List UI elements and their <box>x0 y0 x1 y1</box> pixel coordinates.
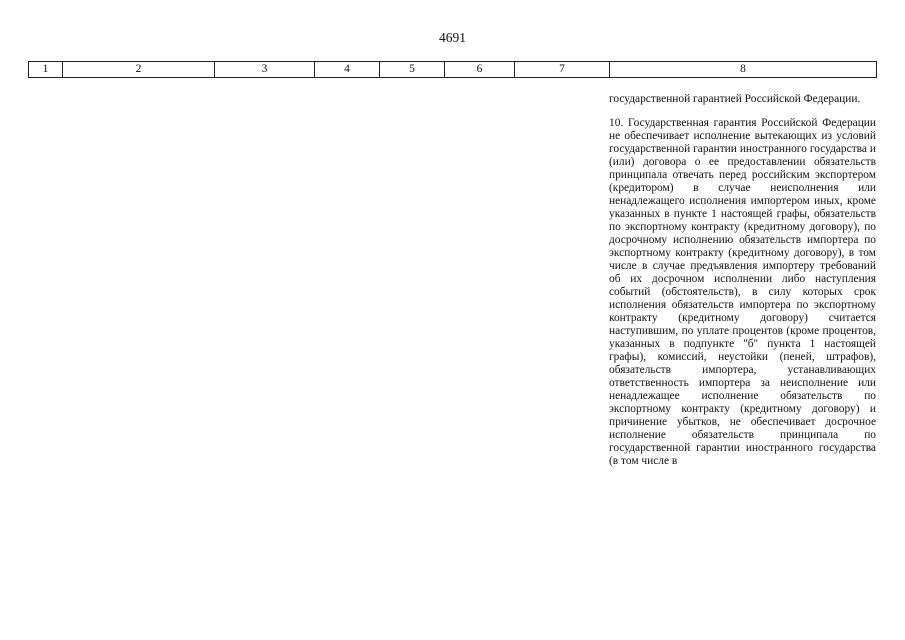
column-number-cell: 5 <box>380 62 445 78</box>
column-number-cell: 2 <box>63 62 215 78</box>
column-number-cell: 1 <box>29 62 63 78</box>
column-number-cell: 4 <box>315 62 380 78</box>
header-row <box>29 62 877 78</box>
column-number-cell: 7 <box>515 62 610 78</box>
paragraph-continuation: государственной гарантией Российской Федерации. <box>609 93 861 105</box>
column-number-cell: 6 <box>445 62 515 78</box>
column-8-text <box>609 93 876 468</box>
paragraph-10: 10. Государственная гарантия Российской Федерации не обеспечивает исполнение вытекающих из условий государственной гарантии иностранного государства и (или) договора о ее предоставлении обязательств принципала отвечать перед российским экспортером (кредитором) в случае неисполнения или ненадлежащего исполнения импортером иных, кроме указанных в пункте 1 настоящей графы, обязательств по экспортному контракту (кредитному договору), по досрочному исполнению обязательств импортера по экспортному контракту (кредитному договору), в том числе в случае предъявления импортеру требований об их досрочном исполнении либо наступления событий (обстоятельств), в силу которых срок исполнения обязательств импортера по экспортному контракту (кредитному договору) считается наступившим, по уплате процентов (кроме процентов, указанных в подпункте "б" пункта 1 настоящей графы), комиссий, неустойки (пеней, штрафов), обязательств импортера, устанавливающих ответственность импортера за неисполнение или ненадлежащее исполнение обязательств по экспортному контракту (кредитному договору) и причинение убытков, не обеспечивает досрочное исполнение обязательств принципала по государственной гарантии иностранного государства (в том числе в <box>609 117 876 467</box>
column-number-cell: 3 <box>215 62 315 78</box>
page-number: 4691 <box>439 30 466 45</box>
column-number-header <box>28 61 877 78</box>
column-number-cell: 8 <box>610 62 877 78</box>
